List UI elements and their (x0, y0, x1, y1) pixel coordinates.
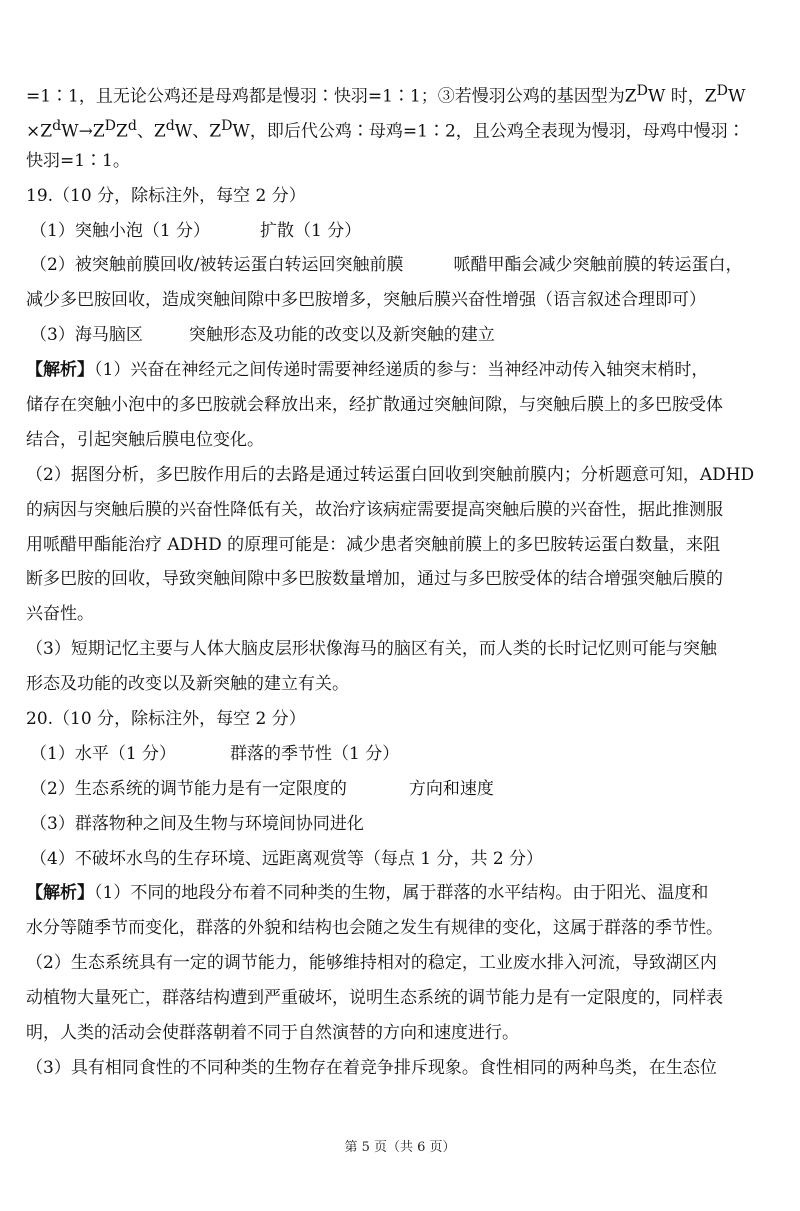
text-line: 储存在突触小泡中的多巴胺就会释放出来，经扩散通过突触间隙，与突触后膜上的多巴胺受体 (26, 395, 723, 416)
text-line: （3）具有相同食性的不同种类的生物存在着竞争排斥现象。食性相同的两种鸟类，在生态位 (26, 1057, 717, 1078)
text-line: 水分等随季节而变化，群落的外貌和结构也会随之发生有规律的变化，这属于群落的季节性。 (26, 918, 723, 939)
text-line: 动植物大量死亡，群落结构遭到严重破坏，说明生态系统的调节能力是有一定限度的，同样表 (26, 988, 723, 1009)
q20-answer-3: （3）群落物种之间及生物与环境间协同进化 (30, 813, 364, 834)
q19-answer-1: （1）突触小泡（1 分） 扩散（1 分） (30, 220, 362, 241)
text-line: =1∶1，且无论公鸡还是母鸡都是慢羽∶快羽=1∶1；③若慢羽公鸡的基因型为$Z^DW$ 时，$Z^DW$ (26, 83, 746, 107)
text-line: 兴奋性。 (26, 604, 94, 625)
q19-answer-2: （2）被突触前膜回收/被转运蛋白转运回突触前膜 哌醋甲酯会减少突触前膜的转运蛋白， (30, 255, 743, 276)
text-line: 用哌醋甲酯能治疗 ADHD 的原理可能是：减少患者突触前膜上的多巴胺转运蛋白数量，来阻 (26, 534, 721, 555)
text-line: 形态及功能的改变以及新突触的建立有关。 (26, 674, 349, 695)
text-line: 断多巴胺的回收，导致突触间隙中多巴胺数量增加，通过与多巴胺受体的结合增强突触后膜的 (26, 569, 723, 590)
text-line: （2）生态系统具有一定的调节能力，能够维持相对的稳定，工业废水排入河流，导致湖区内 (26, 953, 717, 974)
q20-analysis: 【解析】（1）不同的地段分布着不同种类的生物，属于群落的水平结构。由于阳光、温度和 (26, 883, 709, 904)
text-line: 明，人类的活动会使群落朝着不同于自然演替的方向和速度进行。 (26, 1023, 519, 1044)
analysis-label: 【解析】 (26, 883, 94, 904)
text-line: 快羽=1∶1。 (26, 150, 130, 171)
text-line: $\times Z^dW\to Z^DZ^d$、$Z^dW$、$Z^DW$，即后代公鸡∶母鸡=1∶2，且公鸡全表现为慢羽，母鸡中慢羽∶ (26, 117, 745, 142)
text-line: 结合，引起突触后膜电位变化。 (26, 429, 264, 450)
text-line: （2）据图分析，多巴胺作用后的去路是通过转运蛋白回收到突触前膜内；分析题意可知，ADHD (26, 464, 755, 485)
q19-heading: 19.（10 分，除标注外，每空 2 分） (26, 185, 306, 206)
q20-answer-2: （2）生态系统的调节能力是有一定限度的 方向和速度 (30, 778, 494, 799)
analysis-label: 【解析】 (26, 360, 94, 381)
q20-answer-4: （4）不破坏水鸟的生存环境、远距离观赏等（每点 1 分，共 2 分） (30, 848, 544, 869)
text-line: 的病因与突触后膜的兴奋性降低有关，故治疗该病症需要提高突触后膜的兴奋性，据此推测服 (26, 499, 723, 520)
q20-heading: 20.（10 分，除标注外，每空 2 分） (26, 709, 306, 730)
q19-answer-3: （3）海马脑区 突触形态及功能的改变以及新突触的建立 (30, 325, 495, 346)
q19-answer-2-cont: 减少多巴胺回收，造成突触间隙中多巴胺增多，突触后膜兴奋性增强（语言叙述合理即可） (26, 290, 706, 311)
text-line: （3）短期记忆主要与人体大脑皮层形状像海马的脑区有关，而人类的长时记忆则可能与突触 (26, 639, 717, 660)
document-body (26, 74, 786, 1086)
q19-analysis: 【解析】（1）兴奋在神经元之间传递时需要神经递质的参与：当神经冲动传入轴突末梢时， (26, 360, 709, 381)
q20-answer-1: （1）水平（1 分） 群落的季节性（1 分） (30, 743, 400, 764)
page-footer: 第 5 页（共 6 页） (344, 1140, 456, 1155)
